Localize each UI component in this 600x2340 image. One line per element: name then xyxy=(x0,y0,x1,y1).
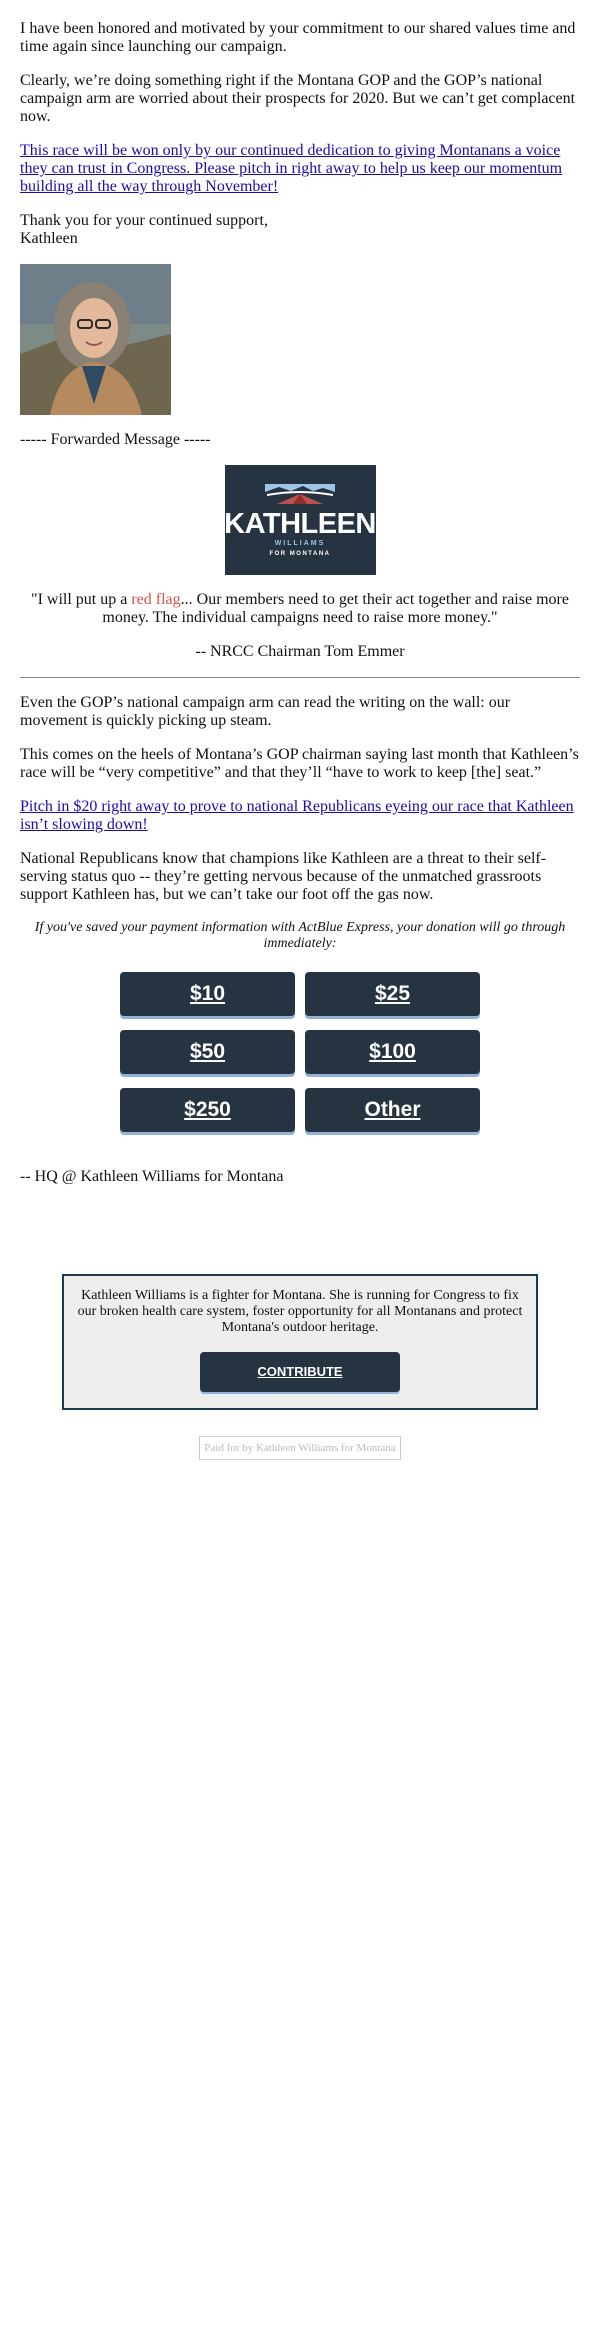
candidate-photo xyxy=(20,264,171,415)
footer-box xyxy=(62,1274,538,1410)
thanks-line: Thank you for your continued support, xyxy=(20,212,268,229)
donate-link-2[interactable]: Pitch in $20 right away to prove to national Republicans eyeing our race that Kathleen isn’t slowing down! xyxy=(20,798,574,833)
actblue-note: If you've saved your payment information with ActBlue Express, your donation will go through immediately: xyxy=(34,920,566,951)
contribute-button[interactable]: CONTRIBUTE xyxy=(200,1352,400,1392)
body-paragraph-3: National Republicans know that champions like Kathleen are a threat to their self-serving status quo -- they’re getting nervous because of the unmatched grassroots support Kathleen has, but we can’t take our foot off the gas now. xyxy=(20,850,547,903)
paid-for-wrapper xyxy=(0,1436,600,1460)
closing xyxy=(20,212,580,248)
mountain-logo-icon xyxy=(263,482,337,506)
portrait-image xyxy=(20,264,171,415)
quote-attribution: -- NRCC Chairman Tom Emmer xyxy=(195,643,405,660)
donate-10-button[interactable]: $10 xyxy=(120,972,295,1016)
pull-quote xyxy=(30,591,570,627)
donate-link-1[interactable]: This race will be won only by our continued dedication to giving Montanans a voice they can trust in Congress. Please pitch in right away to help us keep our momentum building all the way through November! xyxy=(20,142,563,195)
body-link-paragraph xyxy=(20,798,580,834)
campaign-logo xyxy=(225,465,376,575)
quote-after: ... Our members need to get their act together and raise more money. The individual campaigns need to raise more money." xyxy=(102,591,569,626)
quote-highlight: red flag xyxy=(131,591,181,608)
logo-name: KATHLEEN xyxy=(224,507,376,540)
donate-25-button[interactable]: $25 xyxy=(305,972,480,1016)
signature-name: Kathleen xyxy=(20,230,78,247)
donate-other-button[interactable]: Other xyxy=(305,1088,480,1132)
body-paragraph-2: This comes on the heels of Montana’s GOP chairman saying last month that Kathleen’s race will be “very competitive” and that they’ll “have to work to keep [the] seat.” xyxy=(20,746,579,781)
logo-subtitle: WILLIAMS xyxy=(274,539,326,547)
forwarded-divider: ----- Forwarded Message ----- xyxy=(20,431,211,448)
donate-50-button[interactable]: $50 xyxy=(120,1030,295,1074)
signoff: -- HQ @ Kathleen Williams for Montana xyxy=(20,1168,284,1185)
intro-link-paragraph xyxy=(20,142,580,196)
body-paragraph-1: Even the GOP’s national campaign arm can read the writing on the wall: our movement is quickly picking up steam. xyxy=(20,694,511,729)
donate-100-button[interactable]: $100 xyxy=(305,1030,480,1074)
paid-for-disclaimer: Paid for by Kathleen Williams for Montana xyxy=(199,1436,400,1460)
donation-amount-grid xyxy=(120,972,480,1132)
quote-before: "I will put up a xyxy=(31,591,132,608)
footer-text: Kathleen Williams is a fighter for Montana. She is running for Congress to fix our broken health care system, foster opportunity for all Montanans and protect Montana's outdoor heritage. xyxy=(77,1288,523,1335)
logo-for-montana: FOR MONTANA xyxy=(269,550,331,557)
intro-paragraph-2: Clearly, we’re doing something right if the Montana GOP and the GOP’s national campaign arm are worried about their prospects for 2020. But we can’t get complacent now. xyxy=(20,72,576,125)
divider xyxy=(20,677,580,678)
donate-250-button[interactable]: $250 xyxy=(120,1088,295,1132)
intro-paragraph-1: I have been honored and motivated by your commitment to our shared values time and time again since launching our campaign. xyxy=(20,20,576,55)
